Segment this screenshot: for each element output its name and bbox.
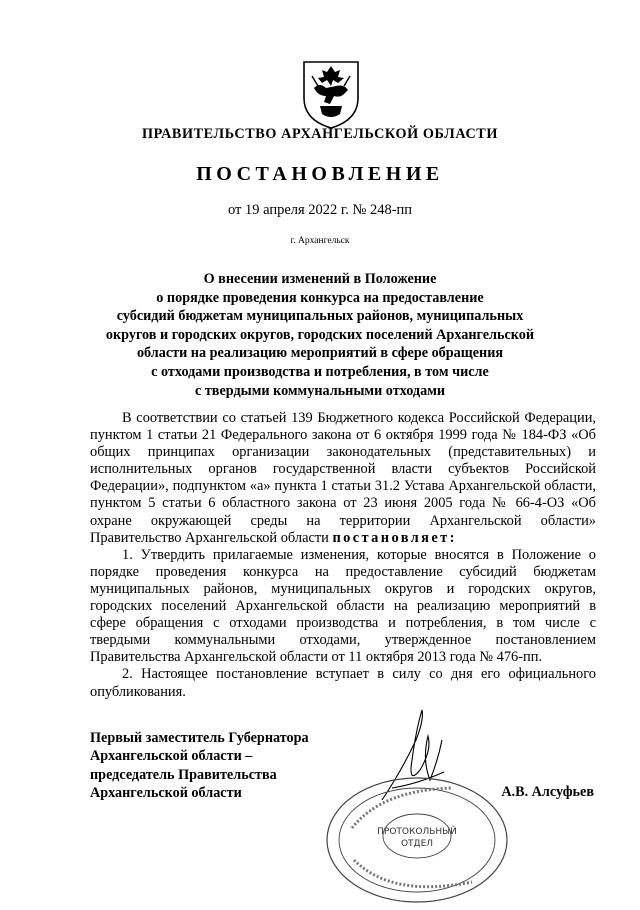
- signatory-position: [90, 729, 309, 803]
- organization-name: ПРАВИТЕЛЬСТВО АРХАНГЕЛЬСКОЙ ОБЛАСТИ: [141, 126, 498, 142]
- document-type: ПОСТАНОВЛЕНИЕ: [196, 163, 444, 185]
- official-stamp: [322, 770, 512, 910]
- position-line: Первый заместитель Губернатора: [90, 730, 309, 746]
- stamp-text-line-2: ОТДЕЛ: [400, 839, 434, 849]
- position-line: Архангельской области –: [90, 748, 253, 765]
- position-line: председатель Правительства: [90, 766, 277, 783]
- item-2-paragraph: 2. Настоящее постановление вступает в силу со дня его официального опубликования.: [90, 666, 596, 700]
- document-body: [90, 410, 596, 701]
- coat-of-arms-emblem: [300, 58, 362, 130]
- title-line: округов и городских округов, городских поселений Архангельской: [105, 326, 535, 343]
- stamp-text-line-1: ПРОТОКОЛЬНЫЙ: [377, 827, 457, 837]
- title-line: с отходами производства и потребления, в том числе: [151, 363, 489, 380]
- date-and-number: от 19 апреля 2022 г. № 248-пп: [227, 202, 413, 218]
- signatory-name: А.В. Алсуфьев: [501, 784, 594, 800]
- decree-word: постановляет:: [332, 529, 457, 546]
- title-line: области на реализацию мероприятий в сфере обращения: [136, 345, 504, 362]
- document-title: [0, 270, 640, 400]
- title-line: о порядке проведения конкурса на предоставление: [156, 289, 484, 306]
- preamble-paragraph: [90, 410, 596, 547]
- title-line: с твердыми коммунальными отходами: [194, 382, 446, 399]
- position-line: Архангельской области: [90, 785, 242, 802]
- city: г. Архангельск: [290, 236, 350, 246]
- item-1-paragraph: 1. Утвердить прилагаемые изменения, которые вносятся в Положение о порядке проведения конкурса на предоставление субсидий бюджетам муниципальных районов, муниципальных округов и городских округов, городских поселений Архангельской области на реализацию мероприятий в сфере обращения с отходами производства и потребления, в том числе с твердыми коммунальными отходами, утвержденное постановлением Правительства Архангельской области от 11 октября 2013 года № 476-пп.: [90, 546, 596, 666]
- title-line: субсидий бюджетам муниципальных районов, муниципальных: [116, 308, 524, 325]
- preamble-text: В соответствии со статьей 139 Бюджетного кодекса Российской Федерации, пунктом 1 статьи 21 Федерального закона от 6 октября 1999 года № 184-ФЗ «Об общих принципах организации законодательных (представительных) и исполнительных органов государственной власти субъектов Российской Федерации», подпунктом «а» пункта 1 статьи 31.2 Устава Архангельской области, пунктом 5 статьи 6 областного закона от 23 июня 2005 года № 66-4-ОЗ «Об охране окружающей среды на территории Архангельской области» Правительство Архангельской области: [90, 410, 596, 546]
- title-line: О внесении изменений в Положение: [203, 271, 437, 287]
